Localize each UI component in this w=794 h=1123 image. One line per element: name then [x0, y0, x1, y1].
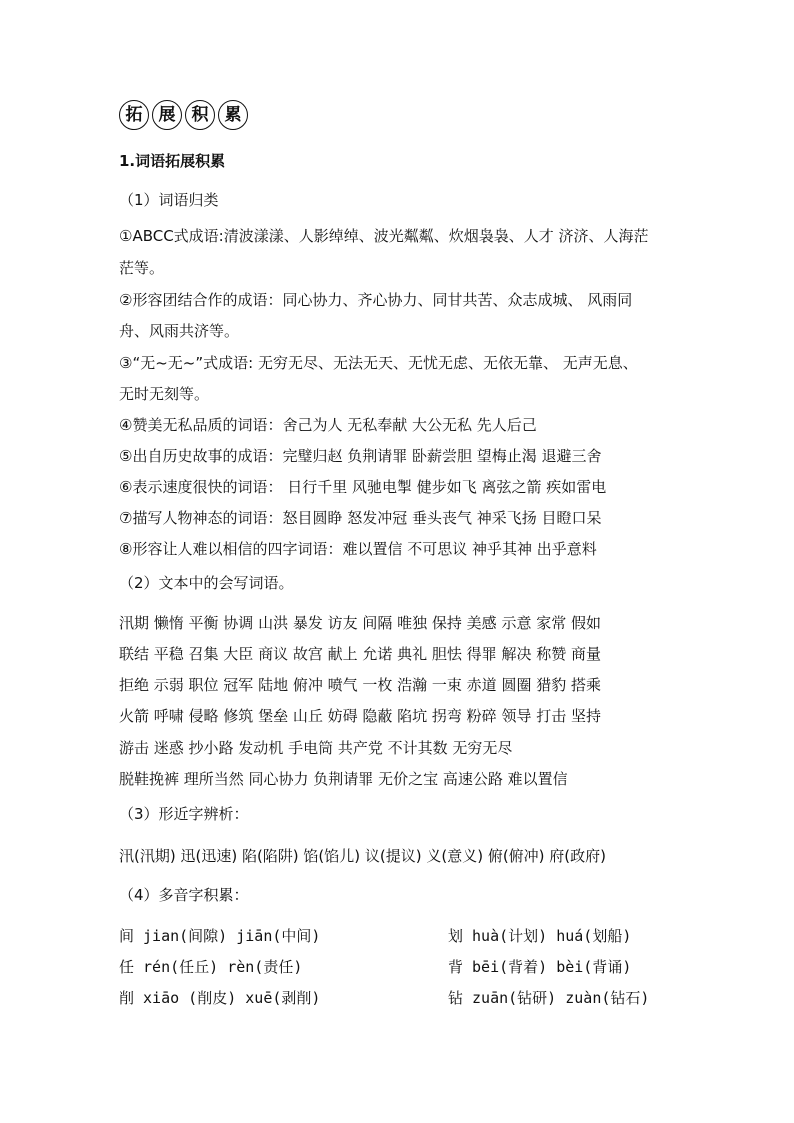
subheading-polyphones: （4）多音字积累： — [119, 886, 249, 904]
polyphone-right: 划 huà(计划) huá(划船) — [448, 927, 632, 945]
text-line: ②形容团结合作的成语：同心协力、齐心协力、同甘共苦、众志成城、 风雨同 — [119, 291, 633, 309]
text-line: 无时无刻等。 — [119, 385, 210, 403]
polyphone-left: 间 jian(间隙) jiān(中间) — [119, 927, 321, 945]
word-row: 汛期 懒惰 平衡 协调 山洪 暴发 访友 间隔 唯独 保持 美感 示意 家常 假如 — [119, 614, 601, 632]
subheading-words: （2）文本中的会写词语。 — [119, 574, 294, 592]
badge-char: 积 — [185, 100, 215, 130]
section-badges — [119, 100, 248, 130]
text-line: ③“无~无~”式成语: 无穷无尽、无法无天、无忧无虑、无依无靠、 无声无息、 — [119, 354, 638, 372]
subheading-similar-chars: （3）形近字辨析： — [119, 805, 249, 823]
text-line: ⑦描写人物神态的词语：怒目圆睁 怒发冲冠 垂头丧气 神采飞扬 目瞪口呆 — [119, 509, 602, 527]
word-row: 脱鞋挽裤 理所当然 同心协力 负荆请罪 无价之宝 高速公路 难以置信 — [119, 770, 568, 788]
text-line: ①ABCC式成语:清波漾漾、人影绰绰、波光粼粼、炊烟袅袅、人才 济济、人海茫 — [119, 227, 649, 245]
text-line: 茫等。 — [119, 259, 165, 277]
section-title: 1.词语拓展积累 — [119, 152, 226, 170]
text-line: ⑧形容让人难以相信的四字词语：难以置信 不可思议 神乎其神 出乎意料 — [119, 540, 597, 558]
polyphone-left: 任 rén(任丘) rèn(责任) — [119, 958, 303, 976]
text-line: 舟、风雨共济等。 — [119, 322, 240, 340]
word-row: 联结 平稳 召集 大臣 商议 故宫 献上 允诺 典礼 胆怯 得罪 解决 称赞 商量 — [119, 645, 601, 663]
word-row: 拒绝 示弱 职位 冠军 陆地 俯冲 喷气 一枚 浩瀚 一束 赤道 圆圈 猎豹 搭乘 — [119, 676, 601, 694]
word-row: 火箭 呼啸 侵略 修筑 堡垒 山丘 妨碍 隐蔽 陷坑 拐弯 粉碎 领导 打击 坚持 — [119, 707, 601, 725]
text-line: ④赞美无私品质的词语：舍己为人 无私奉献 大公无私 先人后己 — [119, 416, 537, 434]
subheading-classification: （1）词语归类 — [119, 191, 219, 209]
text-line: ⑥表示速度很快的词语： 日行千里 风驰电掣 健步如飞 离弦之箭 疾如雷电 — [119, 478, 607, 496]
polyphone-right: 背 bēi(背着) bèi(背诵) — [448, 958, 632, 976]
badge-char: 拓 — [119, 100, 149, 130]
similar-chars-line: 汛(汛期) 迅(迅速) 陷(陷阱) 馅(馅儿) 议(提议) 义(意义) 俯(俯冲) 府(政府) — [119, 847, 607, 865]
polyphone-right: 钻 zuān(钻研) zuàn(钻石) — [448, 989, 650, 1007]
text-line: ⑤出自历史故事的成语：完璧归赵 负荆请罪 卧薪尝胆 望梅止渴 退避三舍 — [119, 447, 602, 465]
badge-char: 展 — [152, 100, 182, 130]
word-row: 游击 迷惑 抄小路 发动机 手电筒 共产党 不计其数 无穷无尽 — [119, 739, 513, 757]
badge-char: 累 — [218, 100, 248, 130]
polyphone-left: 削 xiāo (削皮) xuē(剥削) — [119, 989, 321, 1007]
